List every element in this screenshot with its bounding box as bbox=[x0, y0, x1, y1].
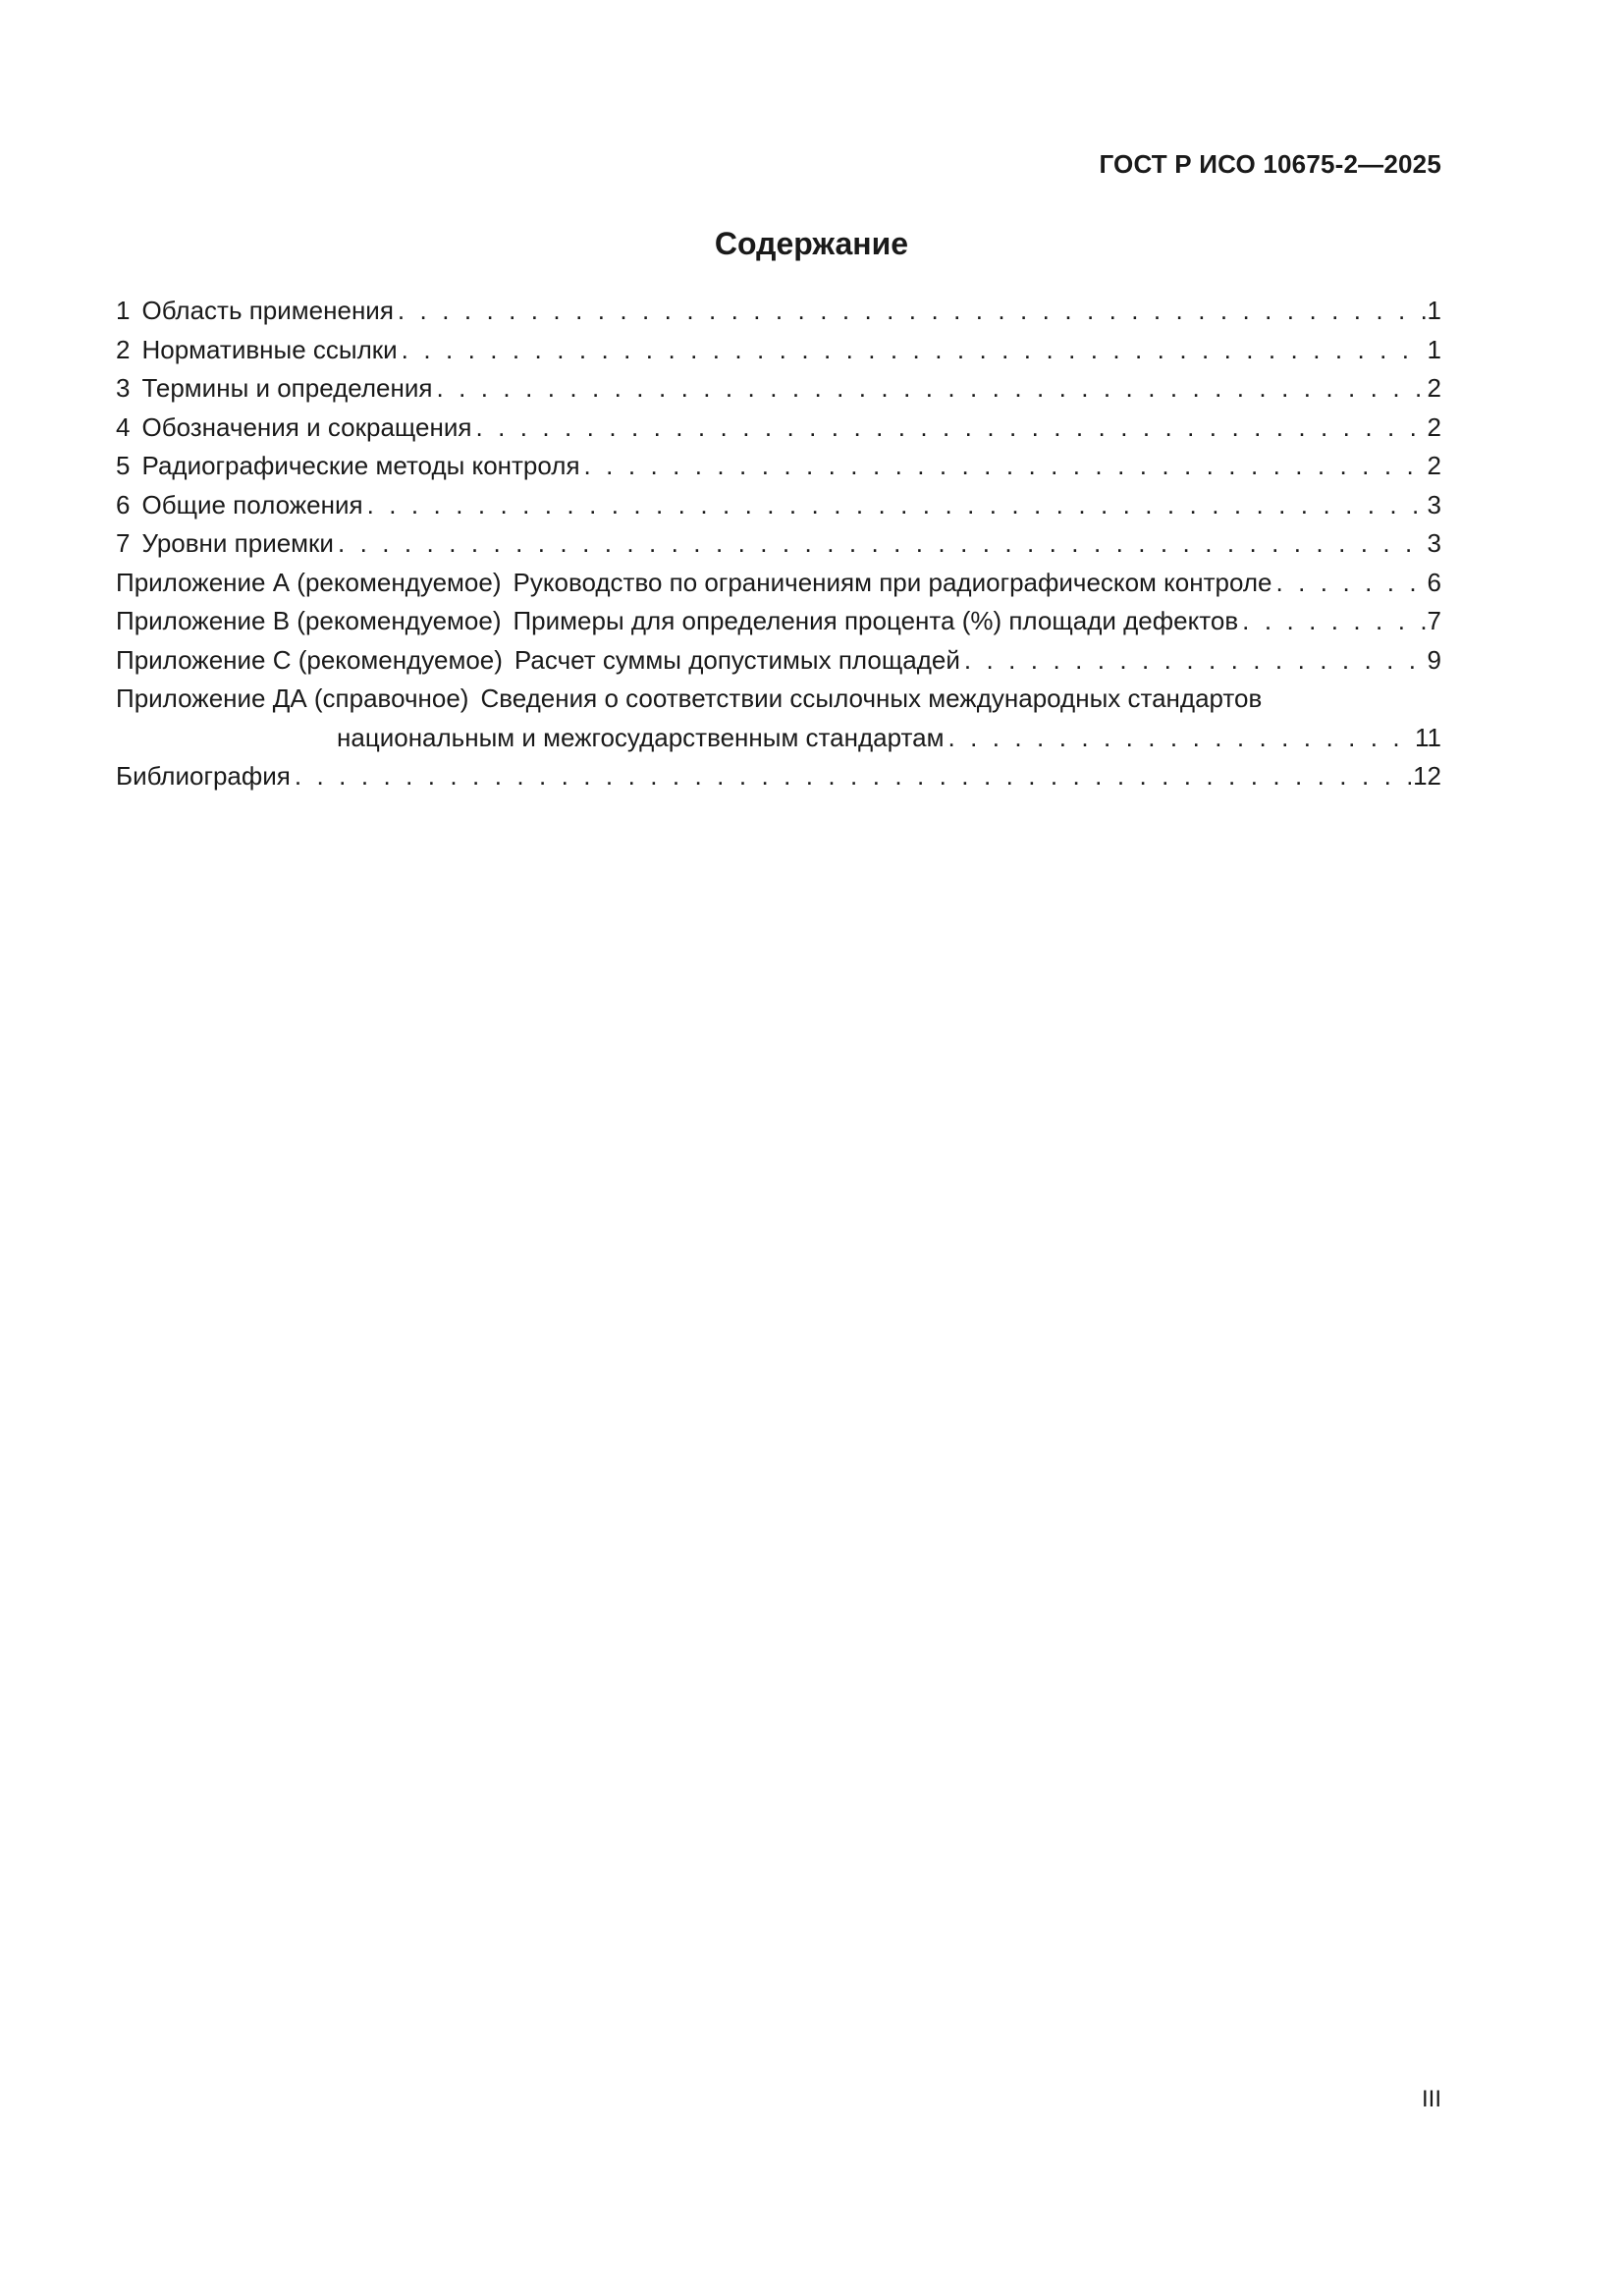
toc-annex-b[interactable] bbox=[116, 602, 1441, 641]
dot-leader bbox=[367, 486, 1426, 525]
toc-entry-text: Нормативные ссылки bbox=[141, 334, 398, 364]
toc-entry-number: 6 bbox=[116, 489, 131, 519]
dot-leader bbox=[947, 719, 1413, 758]
toc-entry-page: 3 bbox=[1427, 489, 1441, 519]
annex-label: Приложение В (рекомендуемое) bbox=[116, 606, 502, 635]
toc-entry-page: 2 bbox=[1427, 451, 1441, 480]
table-of-contents bbox=[116, 292, 1441, 796]
toc-entry-4[interactable] bbox=[116, 409, 1441, 448]
toc-entry-text: Область применения bbox=[141, 296, 394, 325]
toc-entry-1[interactable] bbox=[116, 292, 1441, 331]
toc-entry-page: 2 bbox=[1427, 411, 1441, 442]
toc-entry-7[interactable] bbox=[116, 524, 1441, 564]
toc-entry-page: 9 bbox=[1427, 644, 1441, 675]
toc-bibliography[interactable] bbox=[116, 757, 1441, 796]
toc-title: Содержание bbox=[714, 226, 909, 261]
dot-leader bbox=[338, 524, 1426, 564]
toc-entry-page: 11 bbox=[1415, 722, 1441, 752]
annex-title: Примеры для определения процента (%) площади дефектов bbox=[513, 606, 1239, 635]
annex-label: Приложение А (рекомендуемое) bbox=[116, 567, 502, 597]
annex-title: Расчет суммы допустимых площадей bbox=[514, 644, 960, 675]
toc-entry-number: 2 bbox=[116, 334, 131, 364]
dot-leader bbox=[295, 757, 1411, 796]
annex-label: Приложение С (рекомендуемое) bbox=[116, 644, 503, 675]
toc-annex-da-continued[interactable] bbox=[116, 719, 1441, 758]
toc-entry-6[interactable] bbox=[116, 486, 1441, 525]
dot-leader bbox=[1276, 564, 1426, 603]
dot-leader bbox=[1242, 602, 1425, 641]
toc-entry-number: 5 bbox=[116, 451, 131, 480]
toc-entry-page: 1 bbox=[1427, 296, 1441, 325]
page-number: III bbox=[1421, 2086, 1441, 2112]
toc-entry-page: 1 bbox=[1427, 334, 1441, 364]
toc-entry-number: 7 bbox=[116, 528, 131, 558]
bibliography-title: Библиография bbox=[116, 761, 291, 791]
toc-entry-number: 1 bbox=[116, 296, 131, 325]
dot-leader bbox=[964, 641, 1426, 681]
toc-entry-text: Термины и определения bbox=[141, 373, 433, 403]
toc-entry-text: Обозначения и сокращения bbox=[141, 411, 472, 442]
annex-title: Сведения о соответствии ссылочных международных стандартов bbox=[480, 683, 1263, 713]
toc-annex-a[interactable] bbox=[116, 564, 1441, 603]
annex-title: Руководство по ограничениям при радиографическом контроле bbox=[513, 567, 1272, 597]
dot-leader bbox=[398, 292, 1426, 331]
toc-entry-page: 7 bbox=[1427, 606, 1441, 635]
toc-annex-c[interactable] bbox=[116, 641, 1441, 681]
toc-entry-3[interactable] bbox=[116, 369, 1441, 409]
toc-entry-number: 3 bbox=[116, 373, 131, 403]
document-code: ГОСТ Р ИСО 10675-2—2025 bbox=[1099, 149, 1441, 179]
annex-title-continued: национальным и межгосударственным стандартам bbox=[337, 722, 945, 752]
toc-entry-page: 2 bbox=[1427, 373, 1441, 403]
toc-entry-page: 12 bbox=[1413, 761, 1441, 791]
toc-entry-text: Общие положения bbox=[141, 489, 363, 519]
toc-entry-text: Радиографические методы контроля bbox=[141, 451, 580, 480]
dot-leader bbox=[436, 369, 1425, 409]
toc-entry-number: 4 bbox=[116, 411, 131, 442]
toc-entry-page: 6 bbox=[1427, 567, 1441, 597]
toc-entry-page: 3 bbox=[1427, 528, 1441, 558]
toc-annex-da[interactable] bbox=[116, 680, 1441, 719]
dot-leader bbox=[402, 331, 1426, 370]
annex-label: Приложение ДА (справочное) bbox=[116, 683, 469, 713]
toc-entry-2[interactable] bbox=[116, 331, 1441, 370]
dot-leader bbox=[584, 447, 1426, 486]
toc-entry-text: Уровни приемки bbox=[141, 528, 334, 558]
toc-entry-5[interactable] bbox=[116, 447, 1441, 486]
dot-leader bbox=[475, 409, 1425, 448]
